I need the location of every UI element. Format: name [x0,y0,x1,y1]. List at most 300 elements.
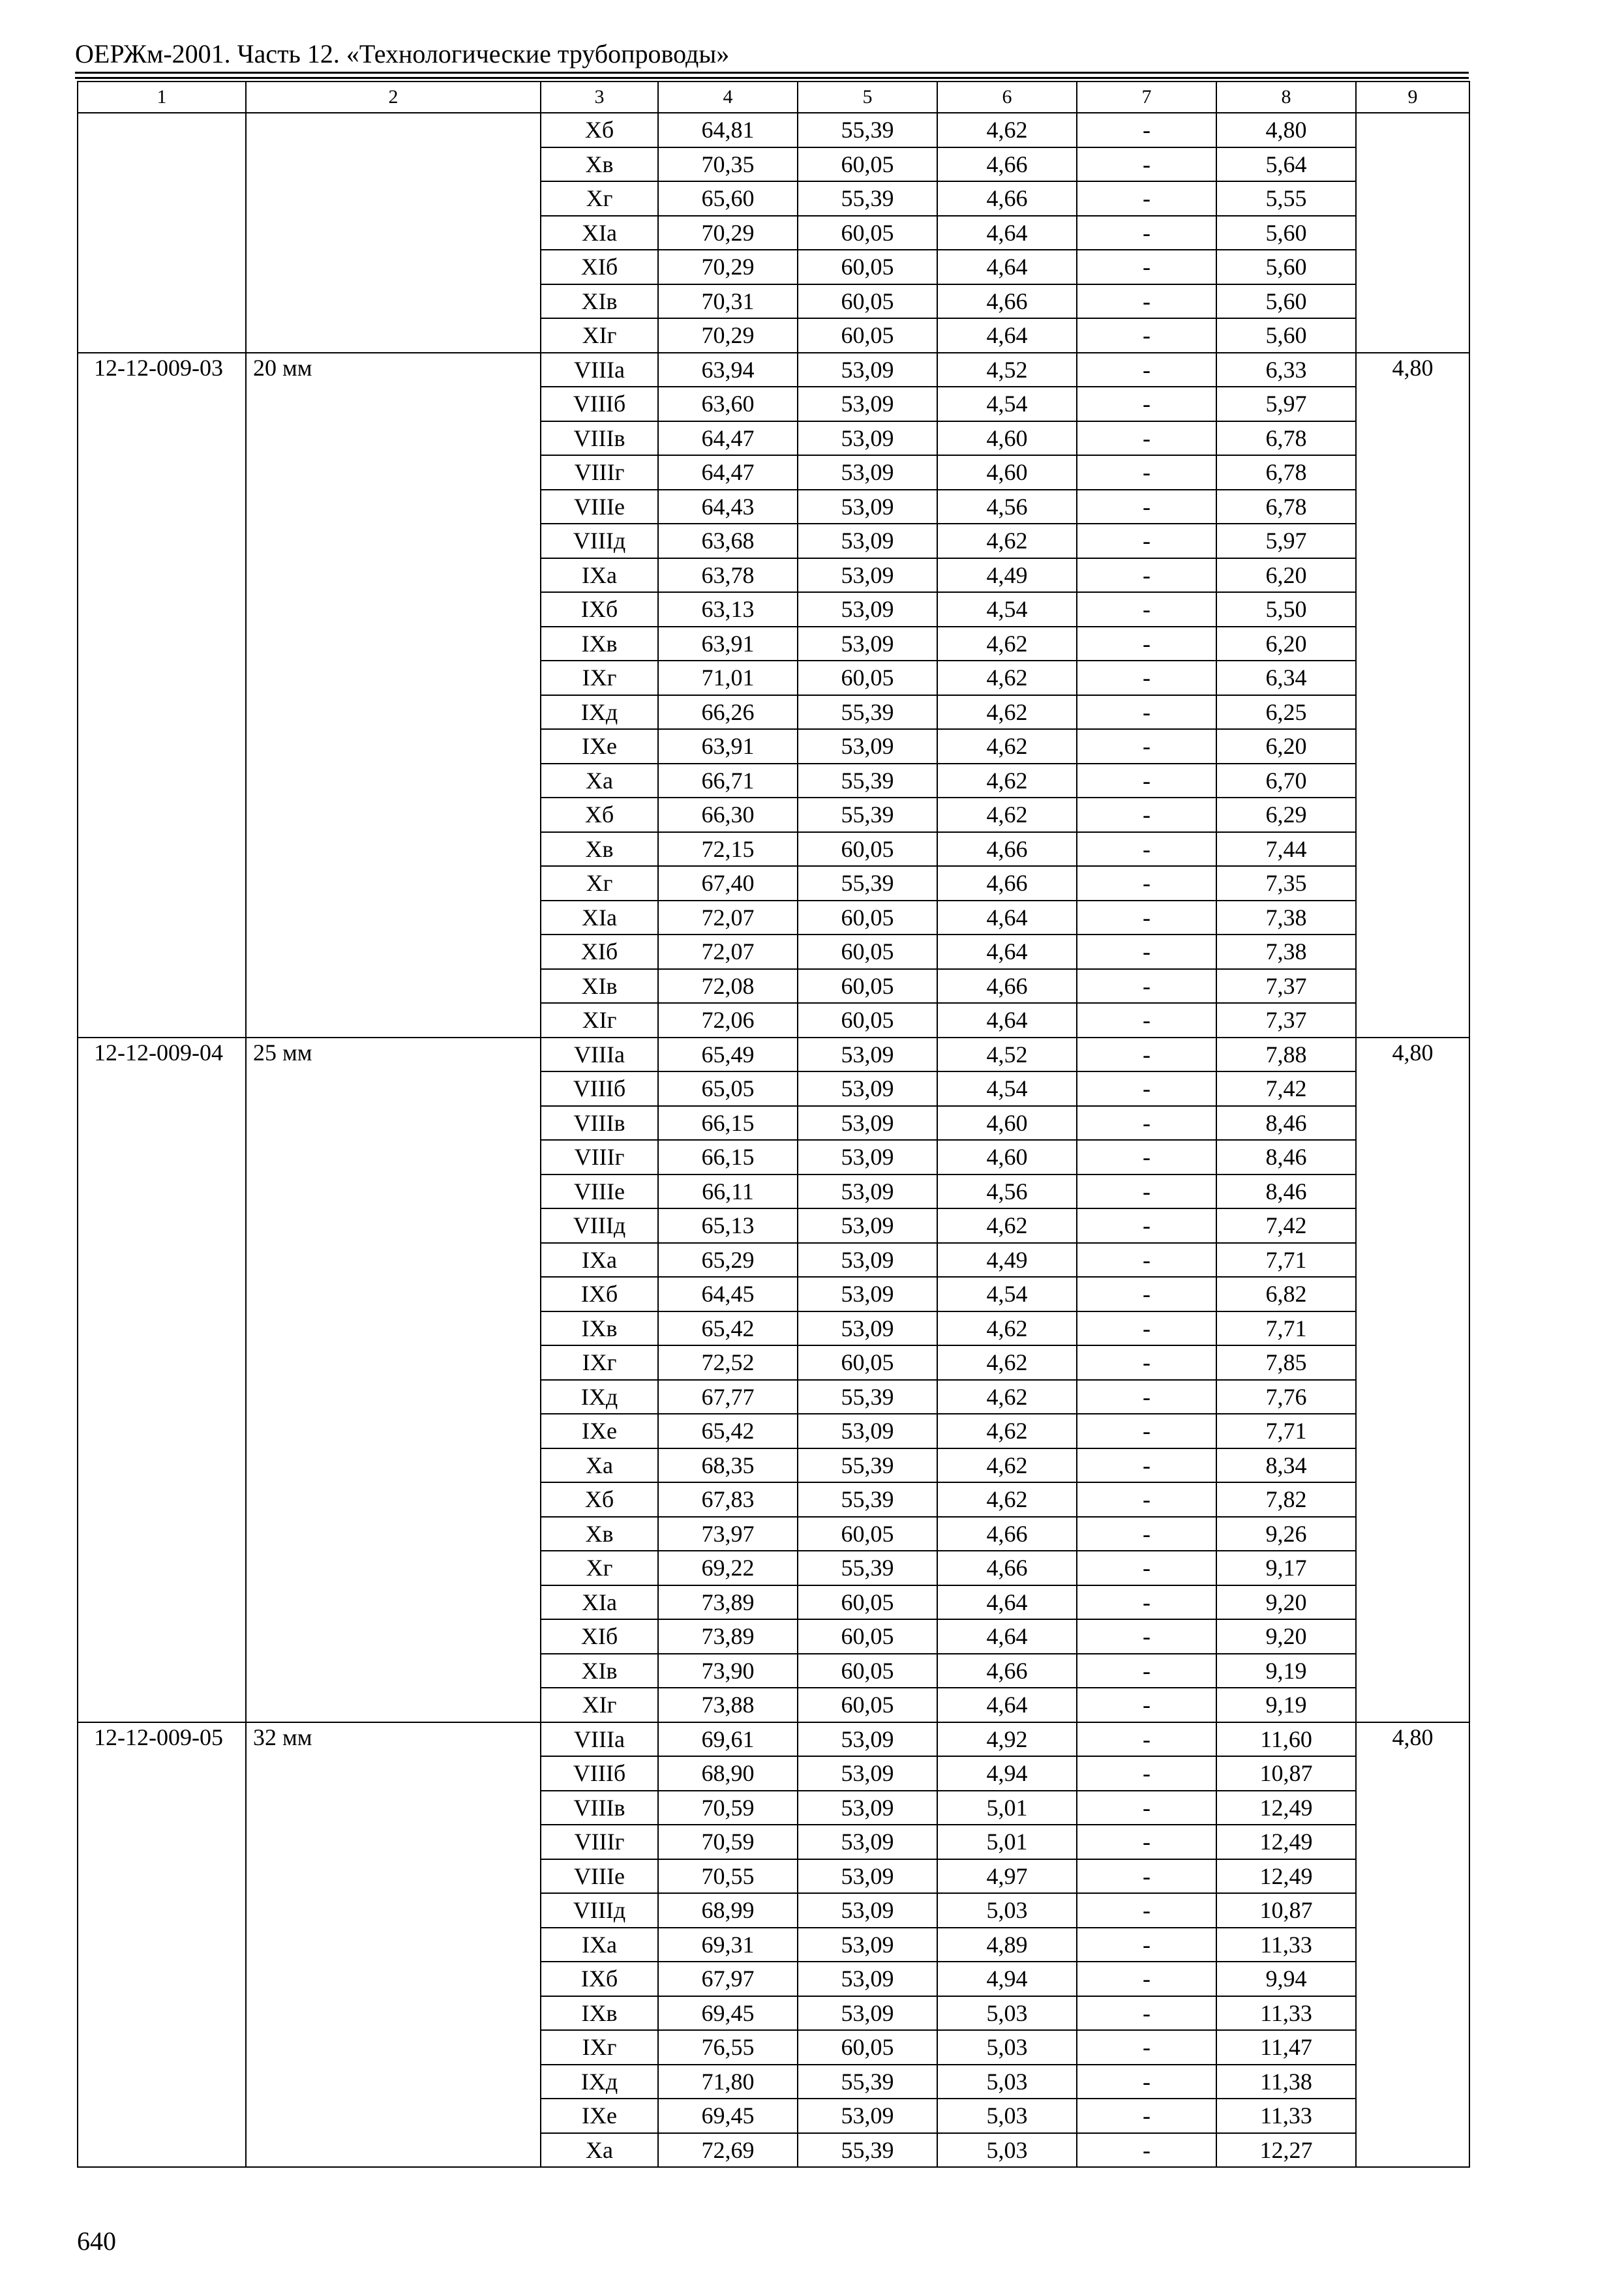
value-col6-cell: 4,62 [937,729,1077,764]
value-col9-cell [1356,1311,1469,1346]
item-code-cell [78,1311,246,1346]
item-code-cell [78,764,246,798]
value-col6-cell: 4,66 [937,1551,1077,1585]
column-number: 8 [1216,82,1356,113]
value-col5-cell: 60,05 [798,147,937,182]
table-row [78,216,1469,250]
value-col9-cell: 4,80 [1356,353,1469,387]
value-col7-cell: - [1077,592,1216,627]
value-col7-cell: - [1077,558,1216,593]
value-col7-cell: - [1077,284,1216,319]
table-row [78,935,1469,969]
item-code-cell [78,935,246,969]
value-col6-cell: 4,60 [937,421,1077,456]
item-diameter-cell [246,524,541,558]
value-col8-cell: 6,20 [1216,558,1356,593]
item-code-cell [78,216,246,250]
item-diameter-cell [246,1003,541,1038]
item-diameter-cell [246,729,541,764]
value-col7-cell: - [1077,147,1216,182]
value-col8-cell: 7,35 [1216,866,1356,901]
value-col4-cell: 65,13 [658,1208,798,1243]
value-col6-cell: 4,52 [937,353,1077,387]
value-col4-cell: 63,68 [658,524,798,558]
value-col7-cell: - [1077,1962,1216,1996]
item-diameter-cell [246,592,541,627]
class-cell: VIIIд [541,1893,658,1928]
item-code-cell [78,1893,246,1928]
value-col7-cell: - [1077,1003,1216,1038]
table-row [78,1208,1469,1243]
value-col6-cell: 5,03 [937,2133,1077,2168]
value-col6-cell: 4,66 [937,832,1077,867]
table-row [78,1722,1469,1757]
value-col6-cell: 4,62 [937,695,1077,730]
value-col4-cell: 73,89 [658,1585,798,1620]
value-col4-cell: 69,22 [658,1551,798,1585]
value-col9-cell [1356,387,1469,421]
class-cell: VIIIд [541,524,658,558]
value-col8-cell: 9,26 [1216,1517,1356,1551]
value-col6-cell: 4,56 [937,1174,1077,1209]
item-code-cell [78,250,246,284]
value-col9-cell [1356,250,1469,284]
value-col9-cell [1356,901,1469,935]
item-code-cell [78,969,246,1004]
value-col6-cell: 4,49 [937,558,1077,593]
value-col8-cell: 12,49 [1216,1859,1356,1894]
value-col4-cell: 72,07 [658,935,798,969]
value-col8-cell: 5,60 [1216,216,1356,250]
class-cell: IХг [541,661,658,695]
value-col5-cell: 53,09 [798,1071,937,1106]
value-col6-cell: 4,62 [937,627,1077,661]
value-col4-cell: 66,71 [658,764,798,798]
table-row [78,455,1469,490]
item-code-cell [78,1756,246,1791]
value-col8-cell: 11,33 [1216,1996,1356,2031]
value-col5-cell: 55,39 [798,2133,937,2168]
value-col6-cell: 4,54 [937,387,1077,421]
value-col9-cell [1356,1619,1469,1654]
item-code-cell [78,2065,246,2099]
class-cell: ХIа [541,901,658,935]
value-col8-cell: 7,38 [1216,901,1356,935]
table-row [78,1448,1469,1483]
value-col5-cell: 53,09 [798,1208,937,1243]
class-cell: VIIIб [541,387,658,421]
value-col7-cell: - [1077,832,1216,867]
value-col5-cell: 60,05 [798,1003,937,1038]
value-col5-cell: 55,39 [798,181,937,216]
value-col4-cell: 63,91 [658,729,798,764]
value-col4-cell: 76,55 [658,2030,798,2065]
value-col7-cell: - [1077,1380,1216,1414]
value-col7-cell: - [1077,2133,1216,2168]
table-row [78,1414,1469,1448]
table-row [78,2030,1469,2065]
table-row [78,1003,1469,1038]
value-col8-cell: 9,20 [1216,1619,1356,1654]
value-col7-cell: - [1077,1585,1216,1620]
value-col5-cell: 53,09 [798,1277,937,1311]
class-cell: ХIв [541,1654,658,1688]
table-row [78,1654,1469,1688]
value-col9-cell [1356,1071,1469,1106]
value-col5-cell: 53,09 [798,1106,937,1141]
value-col6-cell: 4,64 [937,1619,1077,1654]
value-col5-cell: 53,09 [798,1414,937,1448]
value-col6-cell: 4,64 [937,216,1077,250]
value-col8-cell: 4,80 [1216,113,1356,147]
value-col8-cell: 9,17 [1216,1551,1356,1585]
item-code-cell [78,558,246,593]
value-col4-cell: 68,35 [658,1448,798,1483]
item-diameter-cell [246,661,541,695]
class-cell: IХд [541,2065,658,2099]
value-col5-cell: 60,05 [798,284,937,319]
value-col9-cell [1356,969,1469,1004]
value-col4-cell: 64,81 [658,113,798,147]
value-col4-cell: 71,80 [658,2065,798,2099]
value-col4-cell: 70,55 [658,1859,798,1894]
value-col6-cell: 4,62 [937,524,1077,558]
value-col8-cell: 11,33 [1216,1928,1356,1962]
table-row [78,1174,1469,1209]
class-cell: ХIг [541,1003,658,1038]
value-col5-cell: 60,05 [798,1345,937,1380]
value-col6-cell: 4,94 [937,1756,1077,1791]
value-col9-cell [1356,2065,1469,2099]
value-col9-cell [1356,455,1469,490]
class-cell: IХв [541,1996,658,2031]
item-code-cell [78,1140,246,1174]
column-number: 1 [78,82,246,113]
value-col9-cell [1356,1414,1469,1448]
value-col6-cell: 4,66 [937,147,1077,182]
item-code-cell [78,1517,246,1551]
value-col9-cell [1356,1551,1469,1585]
value-col7-cell: - [1077,2030,1216,2065]
item-code-cell [78,592,246,627]
value-col6-cell: 4,54 [937,592,1077,627]
value-col9-cell [1356,661,1469,695]
value-col5-cell: 60,05 [798,969,937,1004]
value-col6-cell: 4,64 [937,1688,1077,1722]
item-diameter-cell [246,1482,541,1517]
table-row [78,1585,1469,1620]
value-col4-cell: 68,99 [658,1893,798,1928]
table-row [78,387,1469,421]
item-code-cell [78,832,246,867]
value-col4-cell: 65,05 [658,1071,798,1106]
item-code-cell [78,1174,246,1209]
table-row [78,1277,1469,1311]
value-col8-cell: 5,60 [1216,318,1356,353]
value-col6-cell: 5,03 [937,1996,1077,2031]
value-col7-cell: - [1077,935,1216,969]
item-code-cell [78,1859,246,1894]
item-diameter-cell [246,1859,541,1894]
value-col4-cell: 64,47 [658,455,798,490]
item-diameter-cell [246,1585,541,1620]
value-col9-cell [1356,592,1469,627]
value-col9-cell [1356,866,1469,901]
item-code-cell [78,2099,246,2133]
class-cell: IХа [541,1243,658,1278]
value-col7-cell: - [1077,1414,1216,1448]
value-col5-cell: 53,09 [798,455,937,490]
class-cell: ХIа [541,216,658,250]
class-cell: ХIб [541,1619,658,1654]
class-cell: VIIIв [541,421,658,456]
value-col6-cell: 4,64 [937,935,1077,969]
item-code-cell [78,661,246,695]
value-col4-cell: 73,90 [658,1654,798,1688]
value-col9-cell [1356,1003,1469,1038]
table-row [78,1756,1469,1791]
item-diameter-cell [246,558,541,593]
value-col9-cell [1356,627,1469,661]
table-row [78,1482,1469,1517]
item-code-cell [78,866,246,901]
item-diameter-cell [246,1243,541,1278]
value-col6-cell: 4,60 [937,455,1077,490]
item-diameter-cell [246,627,541,661]
value-col8-cell: 11,38 [1216,2065,1356,2099]
value-col8-cell: 6,20 [1216,627,1356,661]
value-col5-cell: 55,39 [798,695,937,730]
class-cell: Хб [541,1482,658,1517]
value-col9-cell [1356,1996,1469,2031]
table-row [78,1688,1469,1722]
value-col8-cell: 5,60 [1216,250,1356,284]
class-cell: VIIIб [541,1071,658,1106]
value-col4-cell: 66,11 [658,1174,798,1209]
table-row [78,284,1469,319]
item-diameter-cell [246,1654,541,1688]
value-col5-cell: 55,39 [798,113,937,147]
value-col7-cell: - [1077,1243,1216,1278]
value-col4-cell: 69,61 [658,1722,798,1757]
value-col4-cell: 69,45 [658,1996,798,2031]
column-number-row [78,82,1469,113]
class-cell: VIIIе [541,1174,658,1209]
table-row [78,1038,1469,1072]
item-diameter-cell [246,969,541,1004]
value-col4-cell: 67,77 [658,1380,798,1414]
value-col9-cell [1356,2030,1469,2065]
item-code-cell [78,1654,246,1688]
table-row [78,695,1469,730]
value-col9-cell [1356,1962,1469,1996]
value-col4-cell: 65,29 [658,1243,798,1278]
value-col4-cell: 65,42 [658,1414,798,1448]
item-diameter-cell [246,1448,541,1483]
value-col4-cell: 72,08 [658,969,798,1004]
item-code-cell [78,1482,246,1517]
class-cell: VIIIе [541,1859,658,1894]
value-col5-cell: 55,39 [798,1551,937,1585]
value-col5-cell: 53,09 [798,1174,937,1209]
value-col9-cell [1356,216,1469,250]
value-col5-cell: 60,05 [798,1654,937,1688]
value-col4-cell: 70,59 [658,1825,798,1859]
value-col8-cell: 9,19 [1216,1688,1356,1722]
value-col4-cell: 64,43 [658,490,798,524]
value-col8-cell: 6,70 [1216,764,1356,798]
class-cell: ХIа [541,1585,658,1620]
value-col8-cell: 7,71 [1216,1243,1356,1278]
value-col8-cell: 8,46 [1216,1174,1356,1209]
item-diameter-cell [246,2099,541,2133]
value-col6-cell: 5,03 [937,2099,1077,2133]
value-col5-cell: 53,09 [798,353,937,387]
class-cell: VIIIа [541,353,658,387]
class-cell: VIIIб [541,1756,658,1791]
item-diameter-cell [246,1174,541,1209]
value-col6-cell: 4,89 [937,1928,1077,1962]
value-col9-cell [1356,421,1469,456]
value-col6-cell: 4,62 [937,1482,1077,1517]
value-col9-cell [1356,729,1469,764]
value-col9-cell [1356,1243,1469,1278]
item-diameter-cell [246,1825,541,1859]
value-col9-cell [1356,181,1469,216]
value-col9-cell [1356,1448,1469,1483]
value-col5-cell: 53,09 [798,1311,937,1346]
value-col4-cell: 65,42 [658,1311,798,1346]
value-col4-cell: 72,69 [658,2133,798,2168]
table-row [78,1311,1469,1346]
value-col6-cell: 4,62 [937,1380,1077,1414]
class-cell: IХг [541,2030,658,2065]
value-col8-cell: 6,78 [1216,421,1356,456]
value-col8-cell: 6,78 [1216,490,1356,524]
value-col8-cell: 12,49 [1216,1791,1356,1825]
value-col4-cell: 69,45 [658,2099,798,2133]
value-col7-cell: - [1077,1208,1216,1243]
value-col8-cell: 9,19 [1216,1654,1356,1688]
value-col4-cell: 66,15 [658,1140,798,1174]
class-cell: IХб [541,1277,658,1311]
value-col9-cell [1356,1517,1469,1551]
item-code-cell [78,2030,246,2065]
value-col5-cell: 55,39 [798,866,937,901]
item-code-cell [78,490,246,524]
value-col7-cell: - [1077,2099,1216,2133]
value-col4-cell: 71,01 [658,661,798,695]
item-code-cell [78,1791,246,1825]
value-col5-cell: 53,09 [798,1859,937,1894]
value-col5-cell: 55,39 [798,1482,937,1517]
value-col5-cell: 53,09 [798,1756,937,1791]
table-row [78,2133,1469,2168]
class-cell: VIIIг [541,1825,658,1859]
value-col4-cell: 72,52 [658,1345,798,1380]
item-diameter-cell [246,1277,541,1311]
class-cell: Хв [541,1517,658,1551]
value-col5-cell: 53,09 [798,1893,937,1928]
value-col6-cell: 4,66 [937,284,1077,319]
value-col7-cell: - [1077,216,1216,250]
value-col5-cell: 53,09 [798,421,937,456]
column-number: 3 [541,82,658,113]
item-diameter-cell: 25 мм [246,1038,541,1072]
item-diameter-cell [246,832,541,867]
table-row [78,798,1469,832]
value-col9-cell [1356,524,1469,558]
value-col7-cell: - [1077,1517,1216,1551]
value-col7-cell: - [1077,1928,1216,1962]
value-col4-cell: 65,49 [658,1038,798,1072]
value-col7-cell: - [1077,695,1216,730]
value-col6-cell: 4,62 [937,1311,1077,1346]
value-col8-cell: 5,55 [1216,181,1356,216]
table-row [78,592,1469,627]
value-col8-cell: 12,49 [1216,1825,1356,1859]
table-row [78,1859,1469,1894]
item-code-cell [78,2133,246,2168]
class-cell: Хв [541,832,658,867]
value-col5-cell: 60,05 [798,2030,937,2065]
value-col8-cell: 9,20 [1216,1585,1356,1620]
value-col8-cell: 5,64 [1216,147,1356,182]
value-col8-cell: 7,37 [1216,969,1356,1004]
value-col6-cell: 5,03 [937,1893,1077,1928]
item-code-cell [78,627,246,661]
class-cell: VIIIе [541,490,658,524]
value-col5-cell: 53,09 [798,558,937,593]
price-table [77,81,1470,2168]
item-diameter-cell [246,250,541,284]
value-col7-cell: - [1077,901,1216,935]
header-rule-top [75,72,1469,74]
value-col6-cell: 4,66 [937,181,1077,216]
value-col7-cell: - [1077,353,1216,387]
value-col5-cell: 55,39 [798,1380,937,1414]
header-rule-bottom [75,77,1469,79]
value-col6-cell: 5,03 [937,2065,1077,2099]
value-col4-cell: 63,60 [658,387,798,421]
value-col9-cell [1356,832,1469,867]
table-row [78,627,1469,661]
value-col4-cell: 67,40 [658,866,798,901]
item-code-cell [78,421,246,456]
item-diameter-cell [246,2133,541,2168]
value-col5-cell: 53,09 [798,1996,937,2031]
item-diameter-cell [246,1071,541,1106]
item-code-cell [78,695,246,730]
value-col7-cell: - [1077,1174,1216,1209]
class-cell: ХIв [541,284,658,319]
item-code-cell: 12-12-009-03 [78,353,246,387]
value-col9-cell [1356,798,1469,832]
value-col4-cell: 70,59 [658,1791,798,1825]
item-code-cell [78,1243,246,1278]
class-cell: IХа [541,1928,658,1962]
table-row [78,1619,1469,1654]
value-col6-cell: 4,54 [937,1071,1077,1106]
value-col8-cell: 5,97 [1216,524,1356,558]
value-col8-cell: 7,42 [1216,1208,1356,1243]
value-col5-cell: 53,09 [798,729,937,764]
running-header: ОЕРЖм-2001. Часть 12. «Технологические трубопроводы» [75,39,730,68]
value-col9-cell [1356,1791,1469,1825]
item-code-cell [78,1619,246,1654]
value-col4-cell: 70,31 [658,284,798,319]
value-col6-cell: 4,62 [937,1208,1077,1243]
